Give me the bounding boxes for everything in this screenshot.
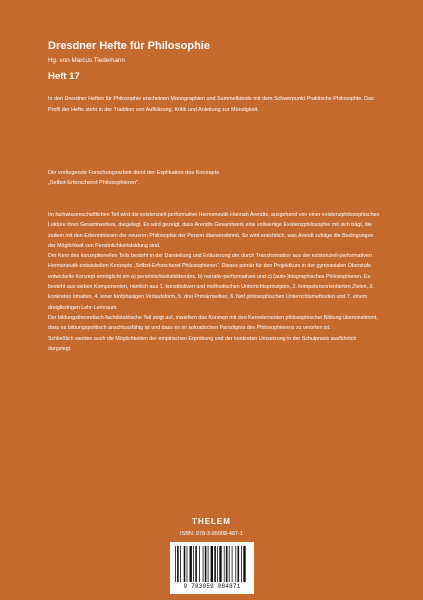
thesis-line-2: „Selbst-Erforschend Philosophieren“.: [48, 180, 140, 186]
issue-number: Heft 17: [48, 71, 80, 82]
blurb-paragraph: Der Kern des konzeptionellen Teils besteht in der Darstellung und Erläuterung der durch Transformation aus der existenziell-performativen Hermeneutik entwickelten Konzepts „Selbst-Erforschend Philosophieren“. Dieses primär für den Projektkurs in der gymnasialen Oberstufe entwickelte Konzept ermöglicht ein a) persönlichkeitsbildendes, b) narrativ-performatives und c) (auto-)biographisches Philosophieren. Es besteht aus sieben Komponenten, nämlich aus 1. konstitutiven und methodischen Unterrichtsprinzipien, 2. kompetenzorientierten Zielen, 3. konkreten Inhalten, 4. einer fünfphasigen Verlaufsform, 5. drei Primärmedien, 6. fünf philosophischen Unterrichtsmethoden und 7. einem dreigliedrigen Lehr-Lernraum.: [48, 253, 374, 311]
isbn-number: ISBN: 978-3-95908-487-1: [180, 531, 243, 537]
publisher-logo: THELEM: [192, 517, 231, 526]
series-description: In den Dresdner Heften für Philosophie erscheinen Monographien und Sammelbände mit dem Schwerpunkt Praktische Philosophie. Das Profil der Hefte steht in der Tradition von Aufklärung, Kritik und Anleitung zur Mündigkeit.: [48, 96, 374, 113]
editor-line: Hg. von Marcus Tiedemann: [48, 57, 125, 64]
blurb-paragraph: Im fachwissenschaftlichen Teil wird die existenziell-performative Hermeneutik Hannah Arendts, ausgehend von einer existenzphilosophischen Lektüre ihres Gesamtwerkes, dargelegt. Es wird gezeigt, dass Arendts Gesamtwerk eine vollwertige Existenzphilosophie mit sich trägt, die zudem mit den Erkenntnissen der neueren Philosophie der Person übereinstimmt. So wird ersichtlich, was Arendt zufolge die Bedingungen der Möglichkeit von Persönlichkeitsbildung sind.: [48, 212, 380, 249]
series-title: Dresdner Hefte für Philosophie: [48, 40, 210, 52]
thesis-line-1: Die vorliegende Forschungsarbeit dient der Explikation des Konzepts: [48, 170, 220, 176]
barcode: [170, 542, 254, 594]
blurb-paragraph: Der bildungstheoretisch-fachdidaktische Teil zeigt auf, inwiefern das Konzept mit den Kernelementen philosophischer Bildung übereinstimmt, dass es bildungspolitisch anschlussfähig ist und dass es im sokratischen Paradigma des Philosophierens zu verorten ist.: [48, 314, 378, 332]
barcode-bars: [174, 546, 250, 582]
blurb-text: [48, 210, 380, 354]
blurb-paragraph: Schließlich werden auch die Möglichkeiten der empirischen Erprobung und der konkreten Umsetzung in der Schulpraxis ausführlich dargelegt.: [48, 335, 357, 352]
barcode-digits: 9 783959 084871: [183, 583, 241, 590]
thesis-statement: [48, 168, 348, 188]
